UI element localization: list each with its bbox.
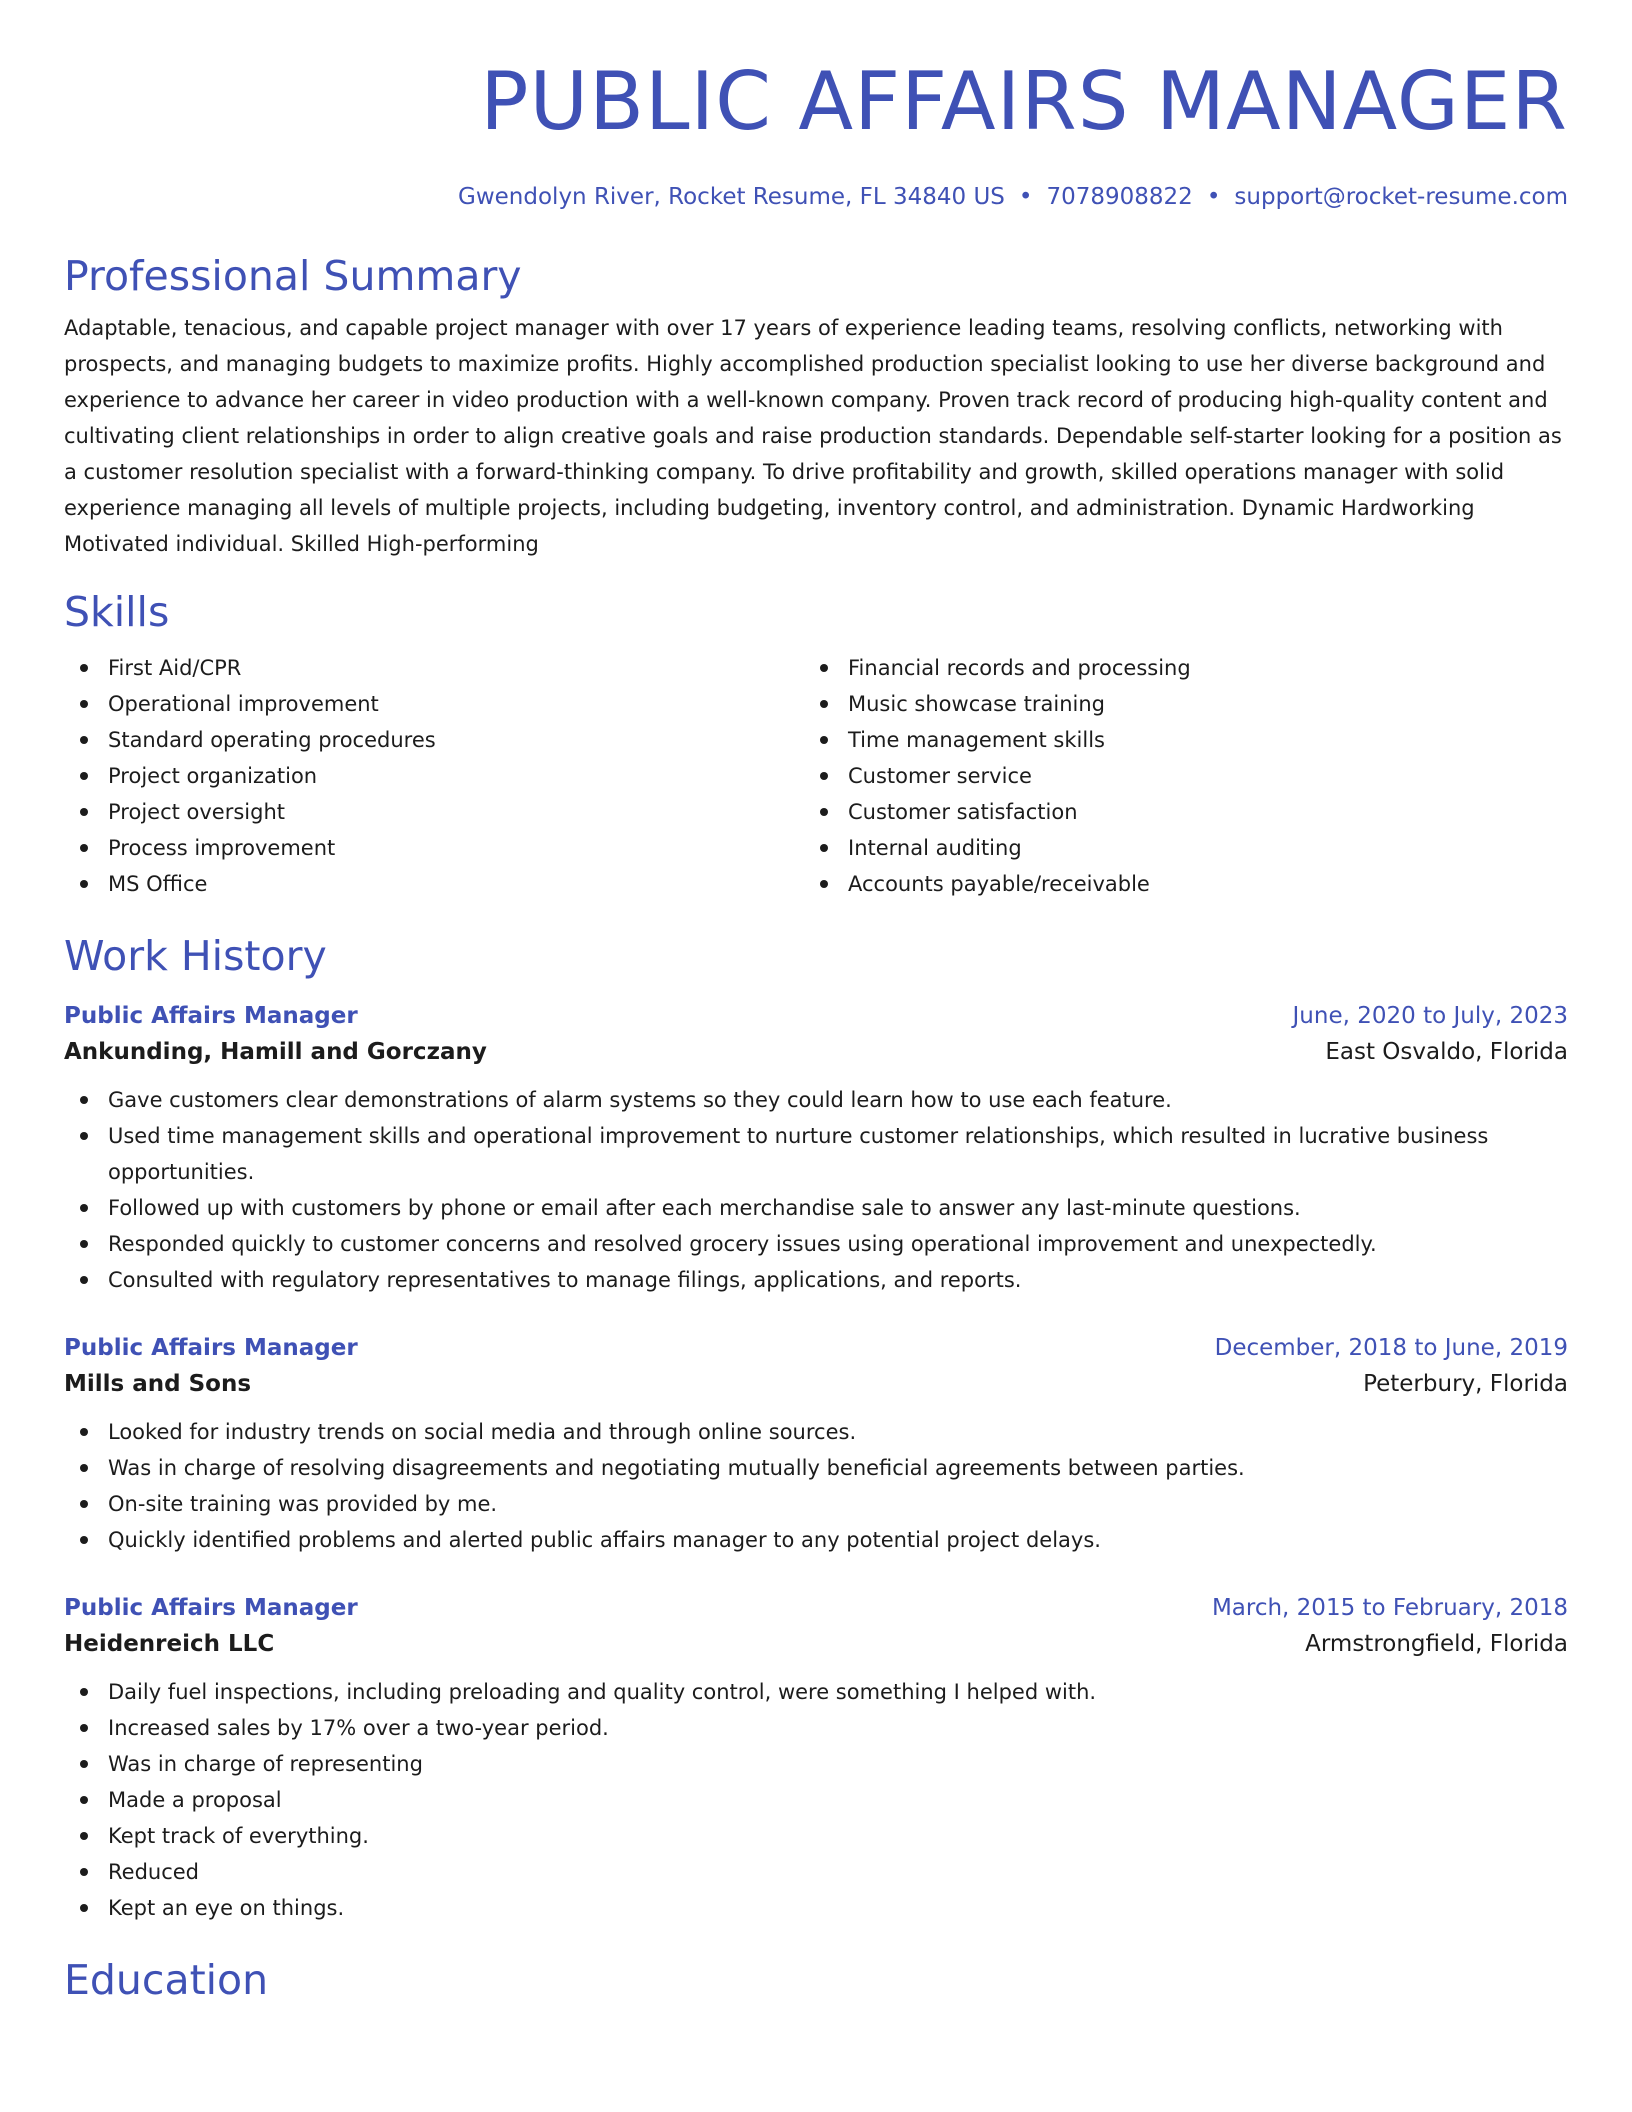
job-entry xyxy=(64,1332,1568,1558)
job-bullet: On-site training was provided by me. xyxy=(64,1486,1524,1522)
job-bullet: Looked for industry trends on social media and through online sources. xyxy=(64,1414,1524,1450)
contact-address: Gwendolyn River, Rocket Resume, FL 34840 US xyxy=(458,184,1005,210)
skill-item: Operational improvement xyxy=(64,686,804,722)
job-header-row xyxy=(64,1000,1568,1032)
job-bullet: Kept track of everything. xyxy=(64,1818,1524,1854)
job-employer: Ankunding, Hamill and Gorczany xyxy=(64,1039,487,1065)
education-heading: Education xyxy=(64,1956,269,2004)
job-employer-row xyxy=(64,1364,1568,1404)
job-header-row xyxy=(64,1592,1568,1624)
skill-item: Customer service xyxy=(804,758,1544,794)
job-location: Peterbury, Florida xyxy=(1363,1371,1568,1397)
job-dates: December, 2018 to June, 2019 xyxy=(1214,1335,1568,1361)
skill-item: Standard operating procedures xyxy=(64,722,804,758)
job-employer-row xyxy=(64,1032,1568,1072)
job-title: Public Affairs Manager xyxy=(64,1595,358,1621)
job-bullet: Gave customers clear demonstrations of alarm systems so they could learn how to use each feature. xyxy=(64,1082,1524,1118)
skill-item: Project organization xyxy=(64,758,804,794)
skills-heading: Skills xyxy=(64,588,170,636)
job-bullet: Increased sales by 17% over a two-year period. xyxy=(64,1710,1524,1746)
job-bullet: Quickly identified problems and alerted public affairs manager to any potential project delays. xyxy=(64,1522,1524,1558)
job-location: Armstrongfield, Florida xyxy=(1305,1631,1568,1657)
job-bullet: Consulted with regulatory representatives to manage filings, applications, and reports. xyxy=(64,1262,1524,1298)
job-dates: March, 2015 to February, 2018 xyxy=(1211,1595,1568,1621)
job-dates: June, 2020 to July, 2023 xyxy=(1292,1003,1568,1029)
job-bullet: Made a proposal xyxy=(64,1782,1524,1818)
summary-heading: Professional Summary xyxy=(64,252,522,300)
contact-separator: • xyxy=(1018,184,1033,210)
skill-item: Internal auditing xyxy=(804,830,1544,866)
job-bullet: Used time management skills and operational improvement to nurture customer relationships, which resulted in lucrative business opportunities. xyxy=(64,1118,1524,1190)
skills-list xyxy=(64,650,1568,902)
skill-item: Project oversight xyxy=(64,794,804,830)
job-entry xyxy=(64,1000,1568,1298)
work-history-heading: Work History xyxy=(64,932,327,980)
skills-column-right xyxy=(804,650,1544,902)
job-bullets xyxy=(64,1082,1524,1298)
job-bullet: Followed up with customers by phone or email after each merchandise sale to answer any last-minute questions. xyxy=(64,1190,1524,1226)
job-bullets xyxy=(64,1414,1524,1558)
job-location: East Osvaldo, Florida xyxy=(1325,1039,1568,1065)
skill-item: Time management skills xyxy=(804,722,1544,758)
job-bullet: Kept an eye on things. xyxy=(64,1890,1524,1926)
job-employer: Mills and Sons xyxy=(64,1371,252,1397)
skill-item: Music showcase training xyxy=(804,686,1544,722)
summary-text: Adaptable, tenacious, and capable project manager with over 17 years of experience leading teams, resolving conflicts, networking with prospects, and managing budgets to maximize profits. Highly accomplished production specialist looking to use her diverse background and experience to advance her career in video production with a well-known company. Proven track record of producing high-quality content and cultivating client relationships in order to align creative goals and raise production standards. Dependable self-starter looking for a position as a customer resolution specialist with a forward-thinking company. To drive profitability and growth, skilled operations manager with solid experience managing all levels of multiple projects, including budgeting, inventory control, and administration. Dynamic Hardworking Motivated individual. Skilled High-performing xyxy=(64,316,1562,556)
contact-line xyxy=(64,182,1568,212)
job-entry xyxy=(64,1592,1568,1926)
job-bullets xyxy=(64,1674,1524,1926)
skills-column-left xyxy=(64,650,804,902)
skill-item: Process improvement xyxy=(64,830,804,866)
job-employer-row xyxy=(64,1624,1568,1664)
job-header-row xyxy=(64,1332,1568,1364)
contact-separator: • xyxy=(1206,184,1221,210)
job-bullet: Responded quickly to customer concerns and resolved grocery issues using operational improvement and unexpectedly. xyxy=(64,1226,1524,1262)
job-title: Public Affairs Manager xyxy=(64,1003,358,1029)
contact-phone: 7078908822 xyxy=(1046,184,1193,210)
skill-item: First Aid/CPR xyxy=(64,650,804,686)
skill-item: Customer satisfaction xyxy=(804,794,1544,830)
skill-item: Financial records and processing xyxy=(804,650,1544,686)
job-bullet: Reduced xyxy=(64,1854,1524,1890)
job-title: Public Affairs Manager xyxy=(64,1335,358,1361)
skill-item: Accounts payable/receivable xyxy=(804,866,1544,902)
job-bullet: Daily fuel inspections, including preloading and quality control, were something I helped with. xyxy=(64,1674,1524,1710)
job-employer: Heidenreich LLC xyxy=(64,1631,275,1657)
job-bullet: Was in charge of resolving disagreements and negotiating mutually beneficial agreements between parties. xyxy=(64,1450,1524,1486)
resume-name: PUBLIC AFFAIRS MANAGER xyxy=(480,55,1568,148)
job-bullet: Was in charge of representing xyxy=(64,1746,1524,1782)
contact-email[interactable]: support@rocket-resume.com xyxy=(1234,184,1568,210)
skill-item: MS Office xyxy=(64,866,804,902)
